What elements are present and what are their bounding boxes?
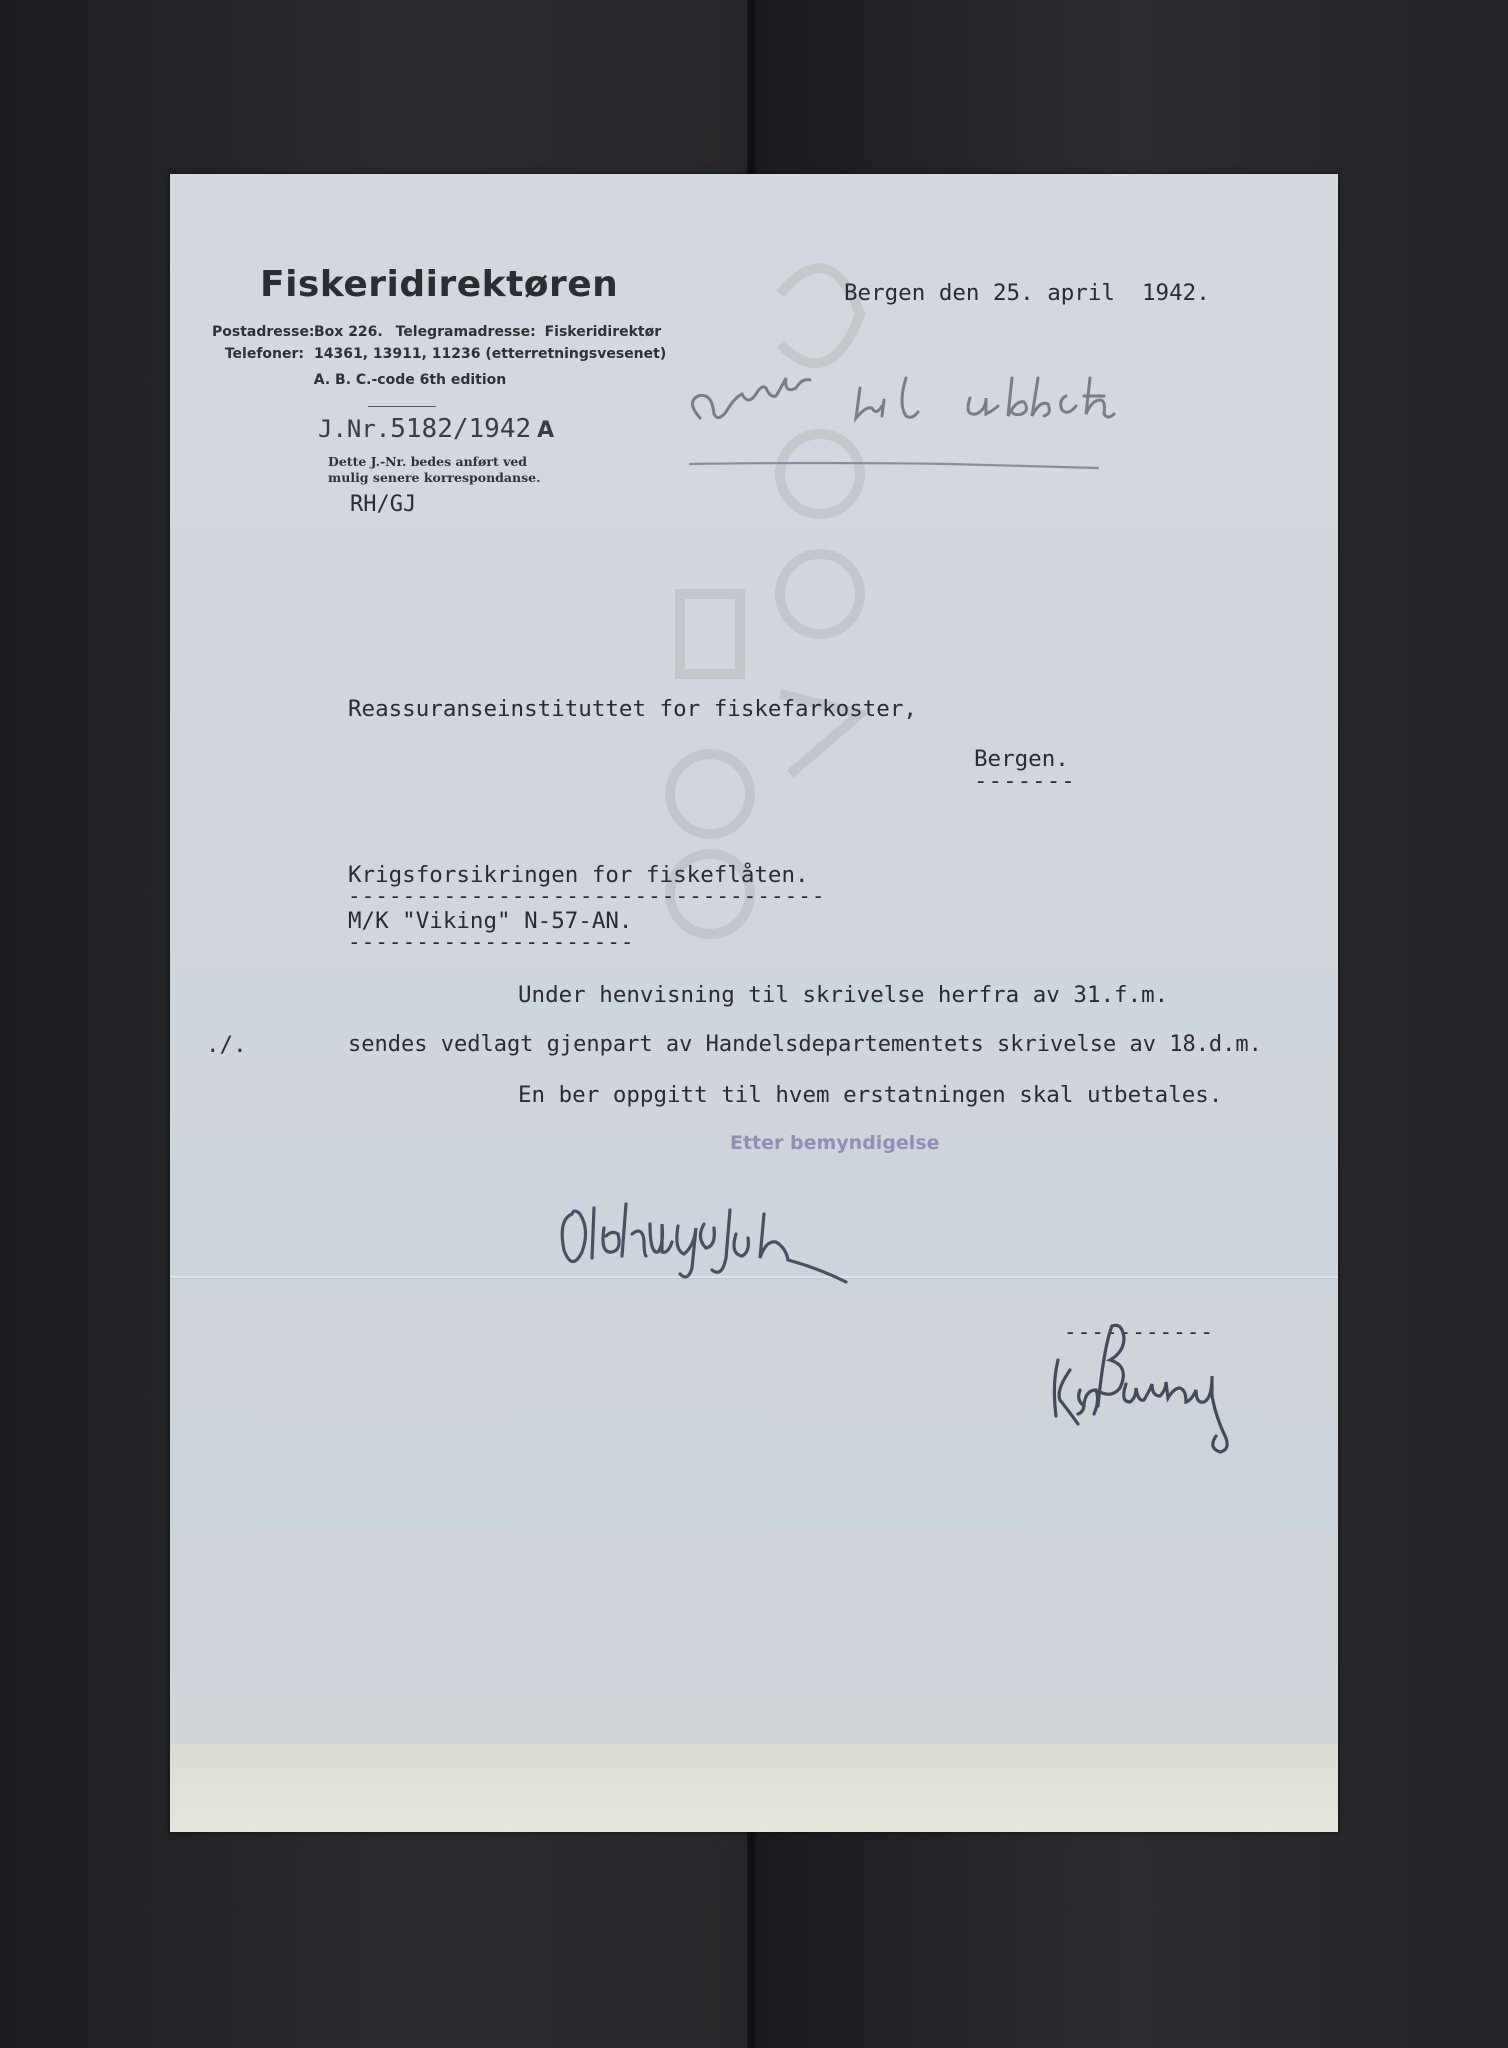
authorization-stamp: Etter bemyndigelse	[730, 1132, 940, 1154]
signature-2	[1054, 1325, 1227, 1452]
handwritten-annotation	[690, 378, 1114, 468]
subject-line2: M/K "Viking" N-57-AN.	[348, 908, 633, 934]
letterhead-code: A. B. C.-code 6th edition	[313, 372, 507, 388]
telegram-label: Telegramadresse:	[395, 324, 536, 340]
enclosure-mark: ./.	[206, 1032, 247, 1058]
body-line1: Under henvisning til skrivelse herfra av 31.f.m.	[518, 982, 1169, 1008]
recipient-city-underline: -------	[974, 768, 1076, 794]
subject-line1-underline: -----------------------------------	[348, 884, 826, 908]
body-line3: En ber oppgitt til hvem erstatningen skal utbetales.	[518, 1082, 1223, 1108]
signature-line: -----------	[1064, 1320, 1215, 1344]
body-line2: sendes vedlagt gjenpart av Handelsdepartementets skrivelse av 18.d.m.	[348, 1032, 1262, 1057]
letterhead-title: Fiskeridirektøren	[260, 264, 619, 305]
journal-suffix: A	[537, 418, 555, 443]
postal-label: Postadresse:	[212, 324, 315, 340]
signature-1	[562, 1204, 846, 1282]
phone-label: Telefoner:	[224, 346, 304, 362]
telegram-value: Fiskeridirektør	[544, 324, 662, 340]
phone-value: 14361, 13911, 11236 (etterretningsvesenet)	[314, 346, 667, 362]
recipient-city: Bergen.	[974, 746, 1069, 772]
subject-line2-underline: ---------------------	[348, 930, 635, 954]
postal-value: Box 226.	[314, 324, 383, 340]
recipient-name: Reassuranseinstituttet for fiskefarkoster,	[348, 696, 917, 722]
handwriting-layer	[170, 174, 1338, 1832]
letter-date: Bergen den 25. april 1942.	[844, 280, 1210, 306]
subject-line1: Krigsforsikringen for fiskeflåten.	[348, 862, 809, 888]
journal-initials: RH/GJ	[350, 492, 417, 517]
letter-page	[170, 174, 1338, 1832]
journal-note-line2: mulig senere korrespondanse.	[328, 470, 541, 485]
journal-prefix: J.Nr.	[318, 415, 391, 443]
journal-value: 5182/1942	[390, 414, 532, 444]
journal-note-line1: Dette J.-Nr. bedes anført ved	[328, 454, 528, 469]
